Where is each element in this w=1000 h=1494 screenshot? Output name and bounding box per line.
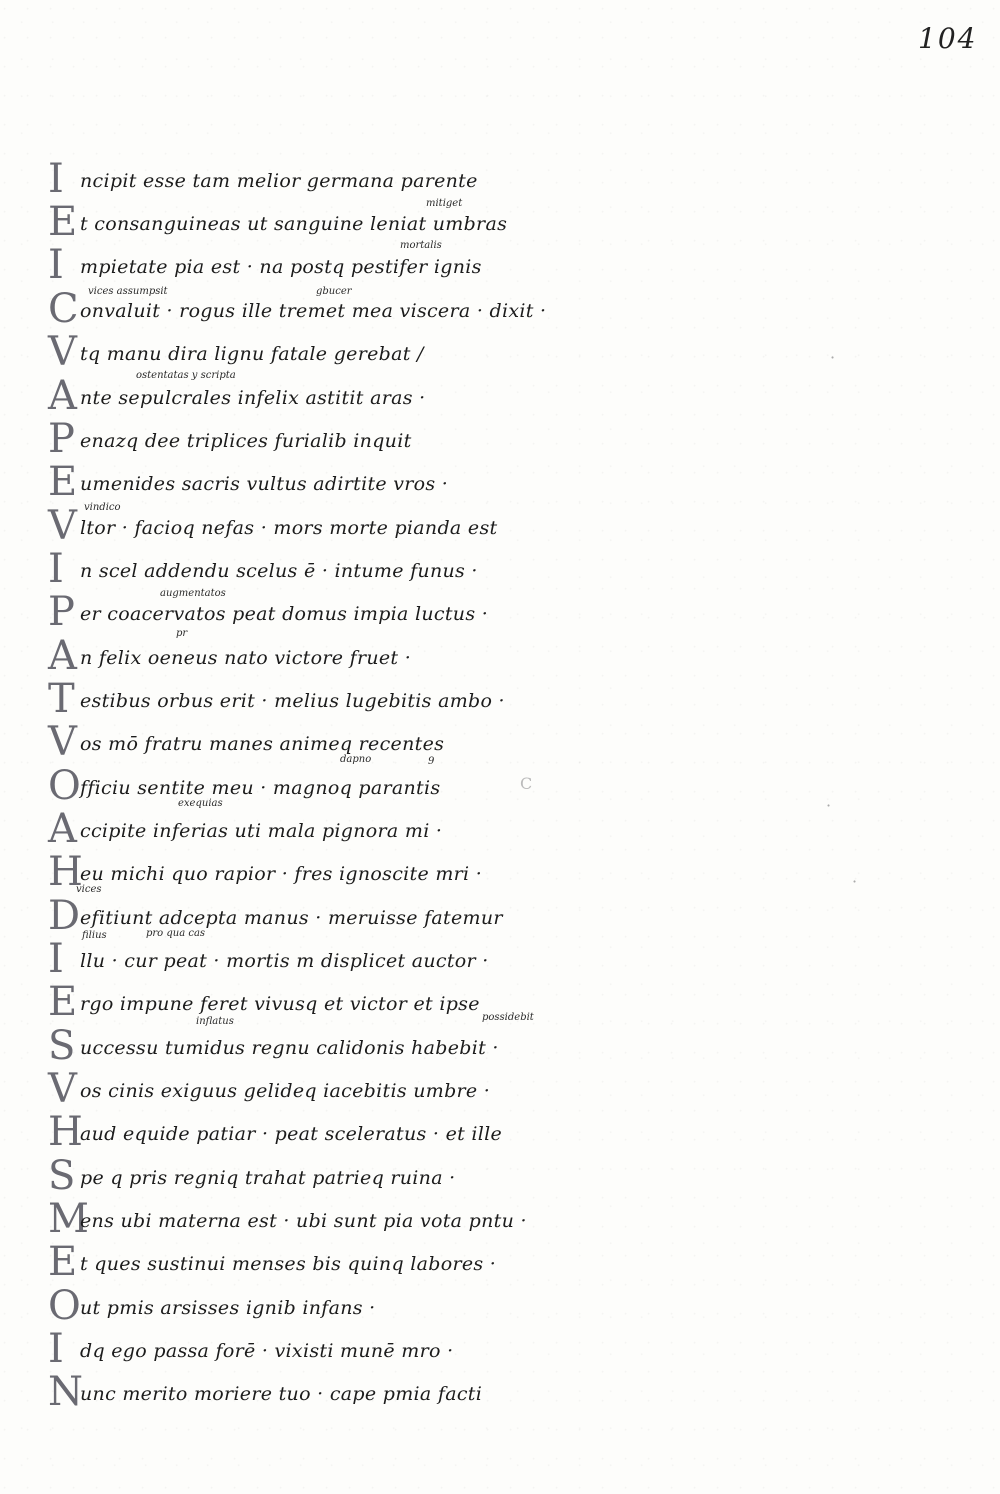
gloss: vices assumpsit [88,286,168,297]
gloss: possidebit [482,1012,534,1023]
initial-letter: V [48,719,77,765]
bleed-mark: · [826,796,832,815]
verse-text: ens ubi materna est · ubi sunt pia vota pntu · [80,1210,527,1232]
initial-letter: D [48,893,81,939]
verse-text: unc merito moriere tuo · cape pmia facti [80,1383,483,1405]
initial-letter: A [48,633,77,679]
verse-line [40,849,640,907]
verse-line [40,1109,640,1167]
verse-text: pe q pris regniq trahat patrieq ruina · [80,1167,456,1189]
initial-letter: P [48,589,75,635]
gloss: vindico [84,502,121,513]
verse-line [40,1196,640,1254]
gloss: ostentatas y scripta [136,370,236,381]
verse-line [40,1369,640,1427]
verse-text: mpietate pia est · na postq pestifer ignis [80,256,482,278]
initial-letter: C [48,286,79,332]
verse-text: enazq dee triplices furialib inquit [80,430,412,452]
verse-text: ccipite inferias uti mala pignora mi · [80,820,443,842]
verse-line [40,763,640,821]
initial-letter: I [48,936,64,982]
verse-text: n scel addendu scelus ē · intume funus · [80,560,478,582]
verse-line [40,1153,640,1211]
verse-text: umenides sacris vultus adirtite vros · [80,473,449,495]
verse-text: n felix oeneus nato victore fruet · [80,647,412,669]
gloss: pro qua cas [146,928,206,939]
verse-text: efitiunt adcepta manus · meruisse fatemur [80,907,503,929]
verse-text: fficiu sentite meu · magnoq parantis [80,777,441,799]
verse-line [40,676,640,734]
initial-letter: E [48,199,78,245]
verse-line [40,936,640,994]
verse-line [40,893,640,951]
gloss: augmentatos [160,588,226,599]
initial-letter: O [48,1283,81,1329]
verse-text: uccessu tumidus regnu calidonis habebit · [80,1037,499,1059]
verse-text: aud equide patiar · peat sceleratus · et ille [80,1123,503,1145]
verse-text: t consanguineas ut sanguine leniat umbras [80,213,508,235]
initial-letter: O [48,763,81,809]
verse-line [40,1239,640,1297]
verse-text: ncipit esse tam melior germana parente [80,170,478,192]
gloss: dapno [340,754,372,765]
initial-letter: N [48,1369,83,1415]
gloss: filius [82,930,107,941]
verse-line [40,1283,640,1341]
verse-line [40,806,640,864]
gloss: mitiget [426,198,463,209]
bleed-mark: C [520,774,533,793]
verse-line [40,329,640,387]
initial-letter: H [48,849,83,895]
gloss: vices [76,884,102,895]
verse-line [40,1326,640,1384]
gloss: inflatus [196,1016,234,1027]
initial-letter: I [48,1326,64,1372]
initial-letter: S [48,1153,76,1199]
verse-text: t ques sustinui menses bis quinq labores · [80,1253,497,1275]
verse-text: llu · cur peat · mortis m displicet auctor · [80,950,489,972]
initial-letter: V [48,1066,77,1112]
initial-letter: P [48,416,75,462]
folio-number: 104 [918,22,978,55]
initial-letter: E [48,979,78,1025]
initial-letter: I [48,546,64,592]
initial-letter: V [48,503,77,549]
initial-letter: M [48,1196,89,1242]
verse-text: er coacervatos peat domus impia luctus · [80,603,489,625]
initial-letter: I [48,242,64,288]
verse-line [40,979,640,1037]
verse-line [40,156,640,214]
verse-text: nte sepulcrales infelix astitit aras · [80,387,426,409]
initial-letter: H [48,1109,83,1155]
verse-line [40,1066,640,1124]
verse-text: eu michi quo rapior · fres ignoscite mri · [80,863,483,885]
verse-text: ut pmis arsisses ignib infans · [80,1297,376,1319]
verse-text: tq manu dira lignu fatale gerebat / [80,343,424,365]
verse-text: rgo impune feret vivusq et victor et ipse [80,993,480,1015]
initial-letter: S [48,1023,76,1069]
verse-text: estibus orbus erit · melius lugebitis ambo · [80,690,505,712]
initial-letter: I [48,156,64,202]
verse-text: onvaluit · rogus ille tremet mea viscera · dixit · [80,300,547,322]
verse-line [40,1023,640,1081]
initial-letter: E [48,459,78,505]
gloss: pr [176,628,188,639]
bleed-mark: · [830,348,836,367]
bleed-mark: · [852,872,858,891]
verse-text: dq ego passa forē · vixisti munē mro · [80,1340,454,1362]
gloss: 9 [428,756,435,767]
initial-letter: A [48,806,77,852]
initial-letter: A [48,373,77,419]
verse-line [40,459,640,517]
verse-line [40,416,640,474]
verse-text: os mō fratru manes animeq recentes [80,733,445,755]
gloss: mortalis [400,240,442,251]
gloss: exequias [178,798,223,809]
verse-line [40,546,640,604]
verse-text: ltor · facioq nefas · mors morte pianda est [80,517,498,539]
gloss: gbucer [316,286,352,297]
initial-letter: V [48,329,77,375]
initial-letter: T [48,676,75,722]
verse-text: os cinis exiguus gelideq iacebitis umbre · [80,1080,491,1102]
initial-letter: E [48,1239,78,1285]
